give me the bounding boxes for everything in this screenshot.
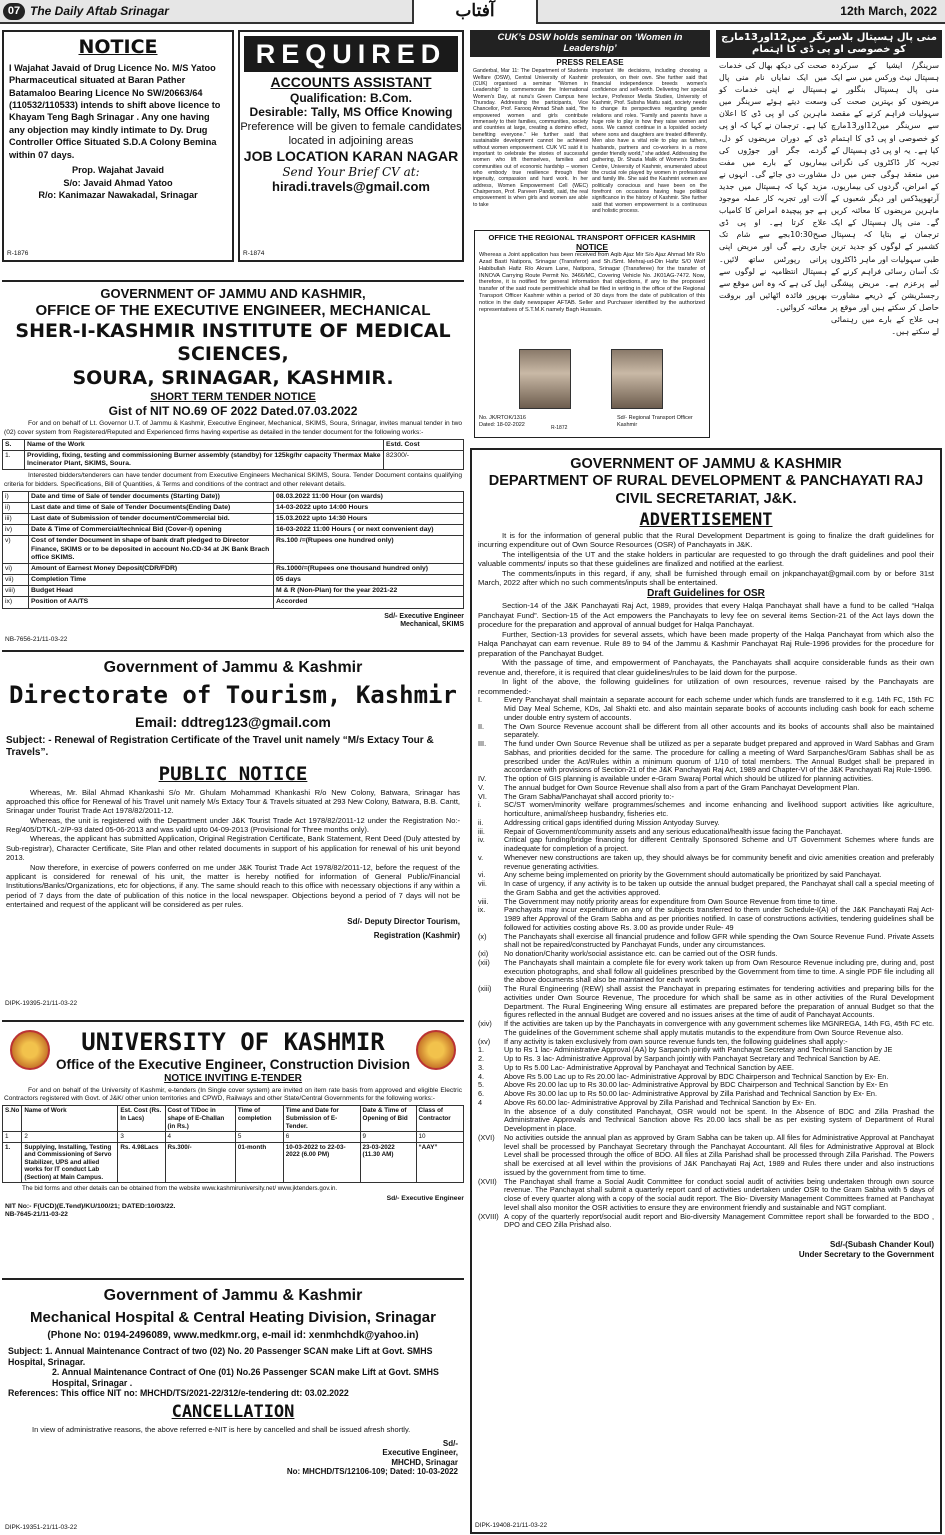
uok-nit: NIT No:- F(UCD)(E.Tend)/KU/100/21; DATED:10/03/22.	[5, 1203, 176, 1211]
table-header: Estd. Cost	[384, 439, 464, 450]
notice-sign-3: R/o: Kanimazar Nawakadal, Srinagar	[38, 190, 198, 201]
list-item-number: IV.	[478, 774, 487, 784]
mech-sign-1: Sd/-	[442, 1438, 458, 1448]
university-e-tender	[2, 1020, 464, 1270]
list-item-text: SC/ST women/minority welfare programmes/schemes and income enhancing and livelihood support activities like agriculture, horticulture, animal/sheep husbandry, fisheries etc.	[504, 800, 934, 819]
rural-guidelines-title: Draft Guidelines for OSR	[647, 588, 765, 600]
table-cell: 5	[235, 1132, 283, 1143]
table-header: Date & Time of Opening of Bid	[360, 1106, 416, 1132]
list-item-text: The fund under Own Source Revenue shall be utilized as per a separate budget prepared and approved in Ward Sabhas and Gram Sabhas, and priorities decided for the same. The procedure for calling a meeting of Ward Sarpanches/Gram Sabhas shall be as prescribed under the Act/Rules within a minimum quorum of 1/10 of total members. The Annual Budget shall be prepared in accordance with provisions of Section-21 of the J&K Panchayati Raj Act, 1989 and Chapter-VI of the J&K Panchayati Raj Rule-1996.	[504, 739, 934, 775]
list-item-number: (xiv)	[478, 1019, 492, 1029]
list-item-text: A copy of the quarterly report/social audit report and Bio-diversity Management Committee report shall be forwarded to the BDO , DPO and CEO Zilla Prishad also.	[504, 1211, 934, 1230]
mech-subject-1: Subject: 1. Annual Maintenance Contract of two (02) No. 20 Passenger SCAN make Lift at Govt. SMHS Hospital, Srinagar.	[8, 1346, 433, 1367]
list-item-number: (xii)	[478, 957, 490, 967]
uok-sign: Sd/- Executive Engineer	[386, 1195, 464, 1203]
list-item	[478, 836, 934, 854]
job-ad-required	[238, 30, 464, 262]
table-cell: 14-03-2022 upto 14:00 Hours	[274, 502, 464, 513]
list-item-number: 1.	[478, 1045, 485, 1055]
rto-body: Whereas a Joint application has been received from Aqib Ajaz Mir S/o Ajaz Ahmad Mir R/o Azad Basti Natipora, Srinagar (Transferor) and Sh./Smt. Mehraj-ud-Din Hafiz S/O Wolf Habibullah Hafiz R/o Akram Lane, Natipora, Srinagar (Transferee) for the transfer of INNOVA Carrying Route Permit No. 3466/MC, Covering Vehicle No. JK01AG-7472. Now, therefore, it is notified for general information that objections, if any to the proposed transfer of the said route permit/vehicle shall be filed in writing in the office of the Regional Transport Officer Kashmir within a period of 30 days from the date of publication of this notice in the daily newspaper AFTAB. Seller and Purchaser identified by the authorized representatives of S.T.M.K namely Bagh Hussain.	[479, 252, 705, 313]
ad-code: NB-7656-21/11-03-22	[5, 636, 68, 644]
uok-office: Office of the Executive Engineer, Construction Division	[55, 1056, 411, 1072]
table-cell: 10	[416, 1132, 463, 1143]
list-item-text: Above Rs 30.00 lac up to Rs 50.00 lac- Administrative Approval by Zilla Parishad and Technical Sanction by Ex- En.	[504, 1089, 878, 1099]
list-item-number: vii.	[478, 879, 487, 889]
rural-department: DEPARTMENT OF RURAL DEVELOPMENT & PANCHAYATI RAJ	[488, 473, 924, 490]
skims-sign-2: Mechanical, SKIMS	[400, 620, 464, 628]
skims-office: OFFICE OF THE EXECUTIVE ENGINEER, MECHANICAL	[35, 301, 431, 319]
list-item-text: Addressing critical gaps identified during Mission Antyoday Survey.	[504, 817, 720, 827]
list-item-text: In case of urgency, if any activity is to be taken up outside the annual budget prepared, the Panchayat shall call a special meeting of the Gram Sabha and get the activities approved.	[504, 879, 934, 897]
mech-govt: Government of Jammu & Kashmir	[103, 1287, 363, 1304]
list-item-text: If the activities are taken up by the Panchayats in convergence with any government schemes like MGNREGA, 14th FG, 45th FC etc. The guidelines of the Government scheme shall apply mutatis mutandis to the expenditure from Own Source Revenue also.	[504, 1019, 934, 1037]
logo-frame	[412, 0, 538, 24]
table-cell: Position of AA/TS	[29, 597, 274, 608]
table-cell: 4	[165, 1132, 235, 1143]
list-item-text: The Government may notify priority areas for expenditure from Own Source Revenue from time to time.	[504, 896, 838, 906]
tourism-govt: Government of Jammu & Kashmir	[103, 659, 363, 676]
urdu-column-2: صحت کی دیکھ بھال کی خدمات میں ایک نمایاں نام منی پال ہسپتال نے اپنی خدمات کو وسعت دیتے ہوئے سرینگر میں ماہرین کی او پی ڈی کا اعلان کیا ہے۔ ترجمان نے کہا کہ او پی ڈی کے دوران مریضوں کو دل، گردے، جگر اور جوڑوں کی بیماریوں کے بارے میں مفت مشاورت دی جائے گی۔ انہوں نے مزید کہا کہ ہسپتال میں جدید آلات اور تجربہ کار عملہ موجود ہے جو پیچیدہ امراض کا کامیاب علاج کرتا ہے۔ او پی ڈی صبح10:30بجے سے شام تک جاری رہے گی اور مریض اپنی پرانی رپورٹس ساتھ لائیں۔ ہسپتال انتظامیہ نے لوگوں سے اپیل کی ہے کہ وہ اس موقع سے بھرپور فائدہ اٹھائیں اور بروقت معائنہ کروائیں۔	[719, 61, 827, 312]
table-cell: Cost of tender Document in shape of bank draft pledged to Director Finance, SKIMS or to be deposited in account No.CD-34 at JK Bank Brach office SKIMS.	[29, 536, 274, 563]
job-send-cv: Send Your Brief CV at:	[282, 164, 420, 179]
table-cell: Accorded	[274, 597, 464, 608]
issue-date: 12th March, 2022	[840, 4, 937, 18]
table-cell: Last date of Submission of tender document/Commercial bid.	[29, 514, 274, 525]
table-cell: Rs.1000/=(Rupees one thousand hundred only)	[274, 563, 464, 574]
list-item-text: No donation/Charity work/social assistance etc. can be carried out of the OSR funds.	[504, 949, 778, 959]
table-header: Name of the Work	[25, 439, 384, 450]
table-cell: Rs.100 /=(Rupees one hundred only)	[274, 536, 464, 563]
list-item-number: 4	[478, 1097, 483, 1107]
list-item-number: i.	[478, 800, 482, 810]
skims-institute: SHER-I-KASHMIR INSTITUTE OF MEDICAL SCIENCES,	[15, 319, 451, 366]
uok-tender-table	[2, 1105, 464, 1183]
purchaser-photo	[611, 349, 663, 409]
table-cell: 1.	[3, 1142, 22, 1183]
rural-para-5: Further, Section-13 provides for several assets, which have been made property of the Halqa Panchayat from which also the Halqa Panchayat can earn revenue. Rule 89 to 94 of the Jammu & Kashmir Panchayat Raj Rule-1996 provides for the procedure for preparation of the Panchayat Budget.	[478, 629, 934, 658]
list-item-number: (xv)	[478, 1036, 491, 1046]
page-number: 07	[3, 3, 25, 20]
rural-para-4: Section-14 of the J&K Panchayati Raj Act, 1989, provides that every Halqa Panchayat shall have a fund to be called “Halqa Panchayat Fund”. Section-15 of the Act empowers the Panchayats to levy fee on several items Section-21 of the Act lays down the procedure for the preparation and approval of annual budget for Halqa Panchayat.	[478, 601, 934, 630]
list-item-text: In the absence of a duly constituted Panchayat, OSR would not be spent. In the Absence of BDC and Zilla Prashad the Administrative Approvals and Technical Sanction above Rs 20.00 lacs shall be as per existing system of Department of Rural Development in place.	[504, 1106, 934, 1134]
list-item	[478, 880, 934, 898]
list-item-text: The Panchayats shall exercise all financial prudence and follow GFR while spending the Own Source Revenue Fund. Private Assets shall not be repaired/constructed by Panchayat Funds, under any circumstances.	[504, 931, 934, 950]
table-cell: Completion Time	[29, 575, 274, 586]
table-cell: ii)	[3, 502, 29, 513]
list-item-number: I.	[478, 695, 483, 705]
list-item-number: ix.	[478, 905, 486, 915]
mech-subject-2: 2. Annual Maintenance Contract of One (01) No.26 Passenger SCAN make Lift at Govt. SMHS Hospital, Srinagar .	[52, 1367, 439, 1388]
required-banner: REQUIRED	[244, 36, 458, 72]
cuk-column-2: important life decisions, including choosing a profession, on their own. She further said that financial independence breeds women's confidence and self-worth. Delivering her special lecture, Professor Media Studies, University of Kashmir, Prof. Subsha Mattu said, society needs to change its perspectives regarding gender relations and roles. "Family and parents have a huge role to play in how they raise women and sons. We cannot continue in a lopsided society where sons and daughters are treated differently. Men also have a vital role to play as fathers, husbands, partners and co-workers in a more gender friendly world," she added. Addressing the gathering, Dr. Shazia Malik of Women's Studies Centre, University of Kashmir, enumerated about the crucial role played by women in professional and family life. She said the Kashmiri women are politically conscious and have been on the forefront on occasions having huge political significance in the history of Kashmir. She further said that women empowerment is a continuous and holistic process.	[592, 68, 707, 214]
table-cell: 05 days	[274, 575, 464, 586]
list-item-text: The Panchayats shall maintain a complete file for every work taken up from Own Resource Revenue including pre, during and, post execution photographs, and shall follow all guidelines prescribed by the Government from time to time. A single PDF file including all the above documents shall also be maintained for each work	[504, 957, 934, 985]
table-header: Est. Cost (Rs. In Lacs)	[118, 1106, 165, 1132]
list-item-text: If any activity is taken exclusively from own source revenue funds ten, the following guidelines shall apply:-	[504, 1036, 848, 1046]
ad-code: R-1872	[551, 425, 568, 431]
list-item	[478, 1108, 934, 1134]
list-item-number: (xi)	[478, 949, 489, 959]
rural-development-advertisement	[470, 448, 942, 1534]
list-item-text: Above Rs 60.00 lac- Administrative Approval by Zilla Parishad and Technical Sanction by Ex- En.	[504, 1097, 817, 1107]
rural-para-6: With the passage of time, and empowerment of Panchayats, the Panchayats shall acquire considerable funds as their own revenue and, therefore, it is required that clear guidelines/rules to be laid down for the purpose.	[478, 658, 934, 677]
skims-govt: GOVERNMENT OF JAMMU AND KASHMIR,	[100, 286, 366, 301]
table-header: Time and Date for Submission of E-Tender.	[283, 1106, 360, 1132]
rto-ref: No. JK/RTOK/1316	[479, 415, 526, 421]
rural-sign-1: Sd/-(Subash Chander Koul)	[830, 1240, 934, 1250]
list-item-number: 5.	[478, 1080, 485, 1090]
rural-ad-title: ADVERTISEMENT	[639, 510, 773, 531]
rural-para-1: It is for the information of general public that the Rural Development Department is going to finalize the draft guidelines for incurring expenditure out of Own Source Resources (OSR) of Panchayats in J&K.	[478, 530, 934, 550]
table-cell: 15.03.2022 upto 14:30 Hours	[274, 514, 464, 525]
cuk-column-1: Ganderbal, Mar 11: The Department of Students Welfare (DSW), Central University of Kashmir (CUK) organised a seminar "Women in Leadership" to commemorate the International Women's Day, at nunu's Green Campus here Thursday. Addressing the participants, Vice Chancellor, Prof. Farooq Ahmad Shah said, "the empowered women and girls contribute immensely to their families, communities, society and countries at large, creating a domino effect, benefiting everyone." He further said that sustainable development cannot be achieved without women empowerment. CUK VC said it is important to celebrate the stories of successful women who lift themselves, families and communities out of economic hardship – women who embody true resilience through their ingenuity, compassion and hard work. In her address, Women Empowerment Cell (WEC) Chairperson, Prof. Parveen Pandit, said, the real empowerment is when girls and women are able to take	[473, 68, 588, 208]
list-item-text: Up to Rs. 3 lac- Administrative Approval by Sarpanch jointly with Panchayat Secretary and Technical Sanction by AE.	[504, 1054, 881, 1064]
table-header: Time of completion	[235, 1106, 283, 1132]
list-item-text: Above Rs 20.00 lac up to Rs 30.00 lac- Administrative Approval by BDC Chairperson and Technical Sanction by Ex- En	[504, 1080, 888, 1090]
rural-para-3: The comments/inputs in this regard, if any, shall be furnished through email on jnkpanchayat@gmail.com by or before 31st March, 2022 after which no such comments/inputs shall be entertained.	[478, 568, 934, 587]
list-item-text: Every Panchayat shall maintain a separate account for each scheme under which funds are transferred to it e.g. 14th FC, 15th FC Mid Day Meal Scheme, KDs, Jal Shakti etc. and also maintain separate books of accounts including cash book for each scheme under double entry system of accounts.	[504, 695, 934, 722]
skims-tender-notice	[2, 280, 464, 648]
table-cell: Date & Time of Commercial/technical Bid (Cover-I) opening	[29, 525, 274, 536]
list-item	[478, 1134, 934, 1178]
ad-code: DIPK-19395-21/11-03-22	[5, 1000, 78, 1008]
rto-notice	[474, 230, 710, 438]
tourism-para-2: Whereas, the unit is registered with the Department under J&K Tourist Trade Act 1978/82/2011-12 under the Registration No:- Reg/405/DTK/L-2/P-93 dated 05-06-2013 and was valid upto 04-09-2013 (Provisional for Three months only).	[6, 815, 460, 835]
table-cell: 23-03-2022 (11.30 AM)	[360, 1142, 416, 1183]
table-cell: 6	[283, 1132, 360, 1143]
mech-contact: (Phone No: 0194-2496089, www.medkmr.org, e-mail id: xenmhchdk@yahoo.in)	[47, 1330, 419, 1342]
list-item-number: 4.	[478, 1071, 485, 1081]
list-item	[478, 985, 934, 1020]
list-item-number: iv.	[478, 835, 485, 845]
mech-references: References: This office NIT no: MHCHD/TS/2021-22/312/e-tendering dt: 03.02.2022	[8, 1388, 349, 1399]
table-cell: 16-03-2022 11:00 Hours ( or next convenient day)	[274, 525, 464, 536]
table-cell: 08.03.2022 11:00 Hour (on wards)	[274, 491, 464, 502]
list-item-number: 3.	[478, 1062, 485, 1072]
list-item-text: The annual budget for Own Source Revenue shall also from a part of the Gram Panchayat Development Plan.	[504, 782, 860, 792]
table-cell: iv)	[3, 525, 29, 536]
list-item-number: vi.	[478, 870, 486, 880]
urdu-news-article	[716, 30, 942, 442]
job-qualification: Qualification: B.Com.	[289, 90, 412, 105]
skims-schedule-table	[2, 491, 464, 609]
ad-code: DIPK-19351-21/11-03-22	[5, 1524, 78, 1532]
mech-sign-3: MHCHD, Srinagar	[391, 1457, 458, 1467]
list-item-number: (XVII)	[478, 1176, 497, 1186]
list-item-text: Above Rs 5.00 Lac up to Rs 20.00 lac- Administrative Approval by BDC Chairperson and Technical Sanction by Ex- En.	[504, 1071, 889, 1081]
tourism-sign-2: Registration (Kashmir)	[373, 931, 460, 941]
table-row	[3, 525, 464, 536]
table-row	[3, 586, 464, 597]
list-item-text: The Panchayat shall frame a Social Audit Committee for conduct social audit of activities being undertaken through own source revenue. The Panchayat shall submit a quarterly report card of activities undertaken under OSR to the Gram Sabha with 5 days of close of every quarter along with a copy of the social audit report. The Bio- Diversity Management Committees framed at Panchayat level shall also monitor the OSR activities to ensure they are environment friendly and sustainable and NGT compliant.	[504, 1176, 934, 1212]
rural-guidelines-list	[478, 696, 934, 1230]
rural-sign-2: Under Secretary to the Government	[798, 1249, 934, 1259]
table-cell: iii)	[3, 514, 29, 525]
tourism-public-notice	[2, 650, 464, 1010]
uok-footer: The bid forms and other details can be obtained from the website www.kashmiruniversity.net/ www.jktenders.gov.in.	[22, 1185, 338, 1193]
table-cell: ix)	[3, 597, 29, 608]
rto-dated: Dated: 18-02-2022	[479, 422, 525, 429]
table-row	[3, 1142, 464, 1183]
table-cell: Date and time of Sale of tender documents (Starting Date))	[29, 491, 274, 502]
university-seal-right-icon	[416, 1030, 456, 1070]
list-item-text: Panchayats may incur expenditure on any of the subjects transferred to them under Schedule-I(A) of the J&K Panchayati Raj Act-1989 after Approval of the Gram Sabha and as per priorities notified. In case of constructions activities, tendering guidelines shall be followed for activities costing above Rs. 3.00 as provide under Rule- 49	[504, 905, 934, 932]
job-preference: Preference will be given to female candidates located in adjoining areas	[240, 120, 462, 147]
job-desirable: Desirable: Tally, MS Office Knowing	[249, 105, 453, 120]
list-item	[478, 854, 934, 872]
notice-sign-2: S/o: Javaid Ahmad Yatoo	[63, 177, 173, 188]
mhchd-cancellation-notice	[2, 1278, 464, 1534]
list-item-text: No activities outside the annual plan as approved by Gram Sabha can be taken up. All files for Administrative Approval at Panchayat level shall be processed by Panchayat Secretary through the Panchayat Accountant. All files for Administrative Approval at Block Level shall be processed through the office of BDO. All files at Zilla Parishad shall be processed through Zilla Parishad. The Powers shall be exercised at all level within the provisions of J&K Panchayati Raj Act, 1989 and Rules there under and also instructions issued by the government from time to time.	[504, 1132, 934, 1177]
paper-name: The Daily Aftab Srinagar	[30, 4, 169, 18]
university-seal-left-icon	[10, 1030, 50, 1070]
list-item-number: (XVI)	[478, 1132, 495, 1142]
tourism-para-3: Whereas, the applicant has submitted Application, Original Registration Certificate, Bank Statement, Rent Deed (Duly attested by Sub-registrar), Character Certificate, Site Plan and other related documents in support of his application for renewal of his unit beyond 2013.	[6, 834, 460, 863]
table-header: Class of Contractor	[416, 1106, 463, 1132]
table-row	[3, 491, 464, 502]
list-item	[478, 959, 934, 985]
table-cell: 9	[360, 1132, 416, 1143]
skims-sign-1: Sd/- Executive Engineer	[384, 612, 464, 620]
table-cell: 1	[3, 1132, 22, 1143]
table-cell: 3	[118, 1132, 165, 1143]
table-header: S.No	[3, 1106, 22, 1132]
table-header: S.	[3, 439, 25, 450]
job-post: ACCOUNTS ASSISTANT	[270, 74, 432, 90]
table-cell: “AAY”	[416, 1142, 463, 1183]
mech-cancellation-title: CANCELLATION	[171, 1401, 295, 1422]
tourism-notice-title: PUBLIC NOTICE	[158, 762, 308, 785]
mech-sign-2: Executive Engineer,	[382, 1448, 458, 1458]
list-item-number: (XVIII)	[478, 1211, 499, 1221]
tourism-subject: Subject: - Renewal of Registration Certificate of the Travel unit namely “M/s Extacy Tour & Travels”.	[6, 734, 434, 758]
cuk-press-release	[470, 30, 710, 226]
table-cell: vii)	[3, 575, 29, 586]
skims-notice-type: SHORT TERM TENDER NOTICE	[150, 390, 316, 403]
table-cell: v)	[3, 536, 29, 563]
masthead	[0, 0, 945, 24]
tourism-para-1: Whereas, Mr. Bilal Ahmad Khankashi S/o Mr. Ghulam Mohammad Khankashi R/o New Colony, Batwara, Srinagar has approached this office for Renewal of his Travel unit namely M/s Extacy Tour & Travels situated at 293 New Colony, Batwara, B.B. Cantt, Srinagar under Tourist Trade Act 1978/82/2011-12.	[6, 787, 460, 816]
list-item-text: Repair of Government/community assets and any serious educational/health issue facing the Panchayat.	[504, 826, 843, 836]
ad-code: R-1874	[243, 250, 265, 258]
table-cell: viii)	[3, 586, 29, 597]
list-item	[478, 740, 934, 775]
ad-code: R-1876	[7, 250, 29, 258]
table-row	[3, 536, 464, 563]
list-item-text: The Own Source Revenue account shall be different from all other accounts and its books of accounts shall also be maintained separately.	[504, 721, 934, 740]
list-item	[478, 1020, 934, 1038]
mech-division: Mechanical Hospital & Central Heating Division, Srinagar	[30, 1309, 436, 1327]
list-item-text: Any scheme being implemented on priority by the Government should automatically be prioritized by said Panchayat.	[504, 870, 882, 880]
job-location: JOB LOCATION KARAN NAGAR	[243, 148, 459, 165]
rural-para-7: In light of the above, the following guidelines for utilization of own resources, revenue raised by the Panchayats are recommended:-	[478, 677, 934, 696]
list-item-number: iii.	[478, 826, 485, 836]
tourism-directorate: Directorate of Tourism, Kashmir	[9, 681, 457, 710]
table-cell: Amount of Earnest Money Deposit(CDR/FDR)	[29, 563, 274, 574]
list-item	[478, 1213, 934, 1231]
list-item-number: 2.	[478, 1054, 485, 1064]
table-cell: Rs. 4.98Lacs	[118, 1142, 165, 1183]
skims-nit: Gist of NIT NO.69 OF 2022 Dated.07.03.2022	[108, 404, 358, 419]
list-item-text: The Rural Engineering (REW) shall assist the Panchayat in preparing estimates for tendering activities and preparing bills for the activities under Own Source Revenue, The procedure for which shall be same as in other activities of the Rural Development Department. The Rural Engineering Wing ensure all estimates are prepared before the preparation of annual Budget so that the figures reflected in the annual Budget are covered and no issues arises at the time of audit of Panchayat Accounts.	[504, 984, 934, 1020]
table-row	[3, 575, 464, 586]
cuk-headline: CUK’s DSW holds seminar on ‘Women in Leadership’	[470, 30, 710, 57]
table-row	[3, 597, 464, 608]
seller-photo	[519, 349, 571, 409]
list-item	[478, 723, 934, 741]
list-item-number: viii.	[478, 896, 489, 906]
press-release-label: PRESS RELEASE	[556, 57, 624, 67]
table-row	[3, 514, 464, 525]
list-item-number: ii.	[478, 817, 484, 827]
newspaper-logo: آفتاب	[455, 1, 495, 21]
mech-body: In view of administrative reasons, the above referred e-NIT is here by cancelled and shall be issued afresh shortly.	[32, 1425, 411, 1435]
list-item-number: V.	[478, 782, 485, 792]
table-header: Name of Work	[22, 1106, 118, 1132]
list-item-number: v.	[478, 852, 484, 862]
list-item	[478, 801, 934, 819]
list-item	[478, 933, 934, 951]
list-item-number: 6.	[478, 1089, 485, 1099]
rural-govt: GOVERNMENT OF JAMMU & KASHMIR	[570, 456, 842, 472]
list-item-text: Up to Rs 1 lac- Administrative Approval (AA) by Sarpanch jointly with Panchayat Secretary and Technical Sanction by JE	[504, 1045, 893, 1055]
table-header: Cost of T/Doc in shape of E-Challan (in Rs.)	[165, 1106, 235, 1132]
list-item	[478, 696, 934, 722]
skims-mid-text: Interested bidders/tenderers can have tender document from Executive Engineers Mechanical SKIMS, Soura. Tender Document contains qualifying criteria for bidders. Specifications, Bill of Quantities, & Terms and conditions of the contract and other relevant details.	[4, 472, 462, 488]
job-email[interactable]: hiradi.travels@gmail.com	[272, 179, 430, 195]
list-item-text: The option of GIS planning is available under e-Gram Swaraj Portal which should be utilized for planning activities.	[504, 774, 874, 784]
table-cell: Rs.300/-	[165, 1142, 235, 1183]
list-item-number: (x)	[478, 931, 487, 941]
list-item-text: Up to Rs 5.00 Lac- Administrative Approval by Panchayat and Technical Sanction by AEE.	[504, 1062, 794, 1072]
tourism-sign-1: Sd/- Deputy Director Tourism,	[347, 917, 460, 927]
list-item-number: (xiii)	[478, 984, 492, 994]
list-item-number	[478, 1108, 504, 1134]
skims-work-table	[2, 439, 464, 470]
table-row	[3, 563, 464, 574]
table-row	[3, 502, 464, 513]
list-item	[478, 1178, 934, 1213]
drug-licence-notice	[2, 30, 234, 262]
rto-sign: Sd/- Regional Transport Officer Kashmir	[617, 415, 693, 429]
table-row: 1. Providing, fixing, testing and commissioning Burner assembly (standby) for 125kg/hr capacity Thermax Make Incinerator Plant, SKIMS, Soura. 82300/-	[3, 451, 464, 470]
table-cell: Budget Head	[29, 586, 274, 597]
table-cell: i)	[3, 491, 29, 502]
notice-sign-1: Prop. Wajahat Javaid	[71, 165, 165, 176]
list-item-text: Whenever new constructions are taken up, they should always be for community benefit and civic amenities creation and preferably revenue generating activities.	[504, 852, 934, 871]
tourism-email[interactable]: Email: ddtreg123@gmail.com	[135, 713, 331, 730]
table-cell: M & R (Non-Plan) for the year 2021-22	[274, 586, 464, 597]
list-item-number: III.	[478, 739, 487, 749]
table-cell: vi)	[3, 563, 29, 574]
list-item-number: VI.	[478, 791, 487, 801]
notice-text: I Wajahat Javaid of Drug Licence No. M/S Yatoo Pharmaceutical situated at Baran Pather Batamaloo Bearing Licence No SW/20663/64 (110532/110533) intends to shift above licence to Khayam Teng Bagh Srinagar . Any one having any objection may kindly intimate to Dy. Drug Controller Office Situated S.D.A Colony Bemina within 07 days.	[9, 62, 221, 160]
list-item-number: II.	[478, 721, 485, 731]
list-item	[478, 906, 934, 932]
table-cell: 2	[22, 1132, 118, 1143]
table-cell: Last date and time of Sale of Tender Documents(Ending Date)	[29, 502, 274, 513]
urdu-column-1: سرینگر/ ایشیا کے سرکردہ ہسپتال نیٹ ورکس میں سے ایک منی پال ہسپتال بنگلور نے مریضوں کو بہترین صحت کی سہولیات فراہم کرنے کے مقصد سے سرینگر میں12اور13مارچ کو خصوصی او پی ڈی کا اہتمام کیا ہے۔ یہ او پی ڈی ہسپتال کے تجربہ کار ڈاکٹروں کی نگرانی میں منعقد ہوگی جس میں دل کے امراض، گردوں کی بیماریوں، آرتھوپیڈکس اور دیگر شعبوں کے ماہرین مریضوں کا معائنہ کریں گے۔ منی پال ہسپتال کے ایک ترجمان نے بتایا کہ ہسپتال کشمیر کے لوگوں کو جدید ترین طبی سہولیات اور ماہر ڈاکٹروں تک آسان رسائی فراہم کرنے کے لیے پرعزم ہے۔ مریض پیشگی رجسٹریشن کے ذریعے مشاورت حاصل کر سکتے ہیں اور موقع پر ہی علاج کے بارے میں رہنمائی لے سکتے ہیں۔	[831, 61, 939, 337]
rto-office-title: OFFICE THE REGIONAL TRANSPORT OFFICER KASHMIR	[488, 233, 696, 242]
urdu-headline: منی پال ہسپتال بلاسرنگر میں12اور13مارچ کو خصوصی او پی ڈی کا اہتمام	[716, 30, 942, 58]
list-item-text: The Gram Sabha/Panchayat shall accord priority to:-	[504, 791, 674, 801]
uok-title: UNIVERSITY OF KASHMIR	[81, 1028, 385, 1056]
skims-intro: For and on behalf of Lt. Governor U.T. of Jammu & Kashmir, Executive Engineer, Mechanical, SKIMS, Soura, Srinagar, invites manual tender in two (02) cover system from Registered/Reputed and Experienced firms having expertise as detailed in the tender document for the following works:-	[4, 420, 462, 436]
uok-notice-title: NOTICE INVITING E-TENDER	[164, 1072, 302, 1084]
rural-secretariat: CIVIL SECRETARIAT, J&K.	[615, 490, 797, 507]
table-cell: 01-month	[235, 1142, 283, 1183]
table-cell: 10-03-2022 to 22-03-2022 (6.00 PM)	[283, 1142, 360, 1183]
mech-ref-no: No: MHCHD/TS/12106-109; Dated: 10-03-2022	[286, 1467, 458, 1477]
uok-intro: For and on behalf of the University of Kashmir, e-tenders (In Single cover system) are invited on item rate basis from approved and eligible Electric Contractors registered with Govt. of J&K/ other union territories and CPWD, Railways and other State/Central Governments for the following works:-	[4, 1086, 462, 1103]
ad-code: DIPK-19408-21/11-03-22	[475, 1522, 548, 1530]
notice-title: NOTICE	[78, 36, 158, 58]
skims-location: SOURA, SRINAGAR, KASHMIR.	[72, 367, 394, 390]
tourism-para-4: Now therefore, in exercise of powers conferred on me under J&K Tourist Trade Act 1978/82/2011-12, before the request of the applicant is considered for renewal of his unit, the matter is hereby notified for information of General Public/Financial Institutions/Banks/Organizations, etc for objections, if any. The same should reach to this office with necessary objections if any within a period of 7 days from the date of publication of this notice in the local newspaper. Objections beyond a period of 7 days will not be entertained and request of the applicant will be considered as per rules.	[6, 862, 460, 910]
rural-para-2: The intelligentsia of the UT and the stake holders in particular are requested to go through the draft guidelines and pool their valuable comments/ inputs so that these guidelines are finalized and notified at the earliest.	[478, 549, 934, 569]
table-cell: Supplying, Installing, Testing and Commissioning of Servo Stabilizer, UPS and allied works for IT conduct Lab (Section) at Main Campus.	[22, 1142, 118, 1183]
rto-notice-title: NOTICE	[575, 242, 609, 252]
ad-code: NB-7645-21/11-03-22	[5, 1211, 68, 1219]
list-item-text: Critical gap funding/bridge financing for different Centrally Sponsored Scheme and UT Government Schemes where funds are inadequate for completion of a project.	[504, 835, 934, 854]
